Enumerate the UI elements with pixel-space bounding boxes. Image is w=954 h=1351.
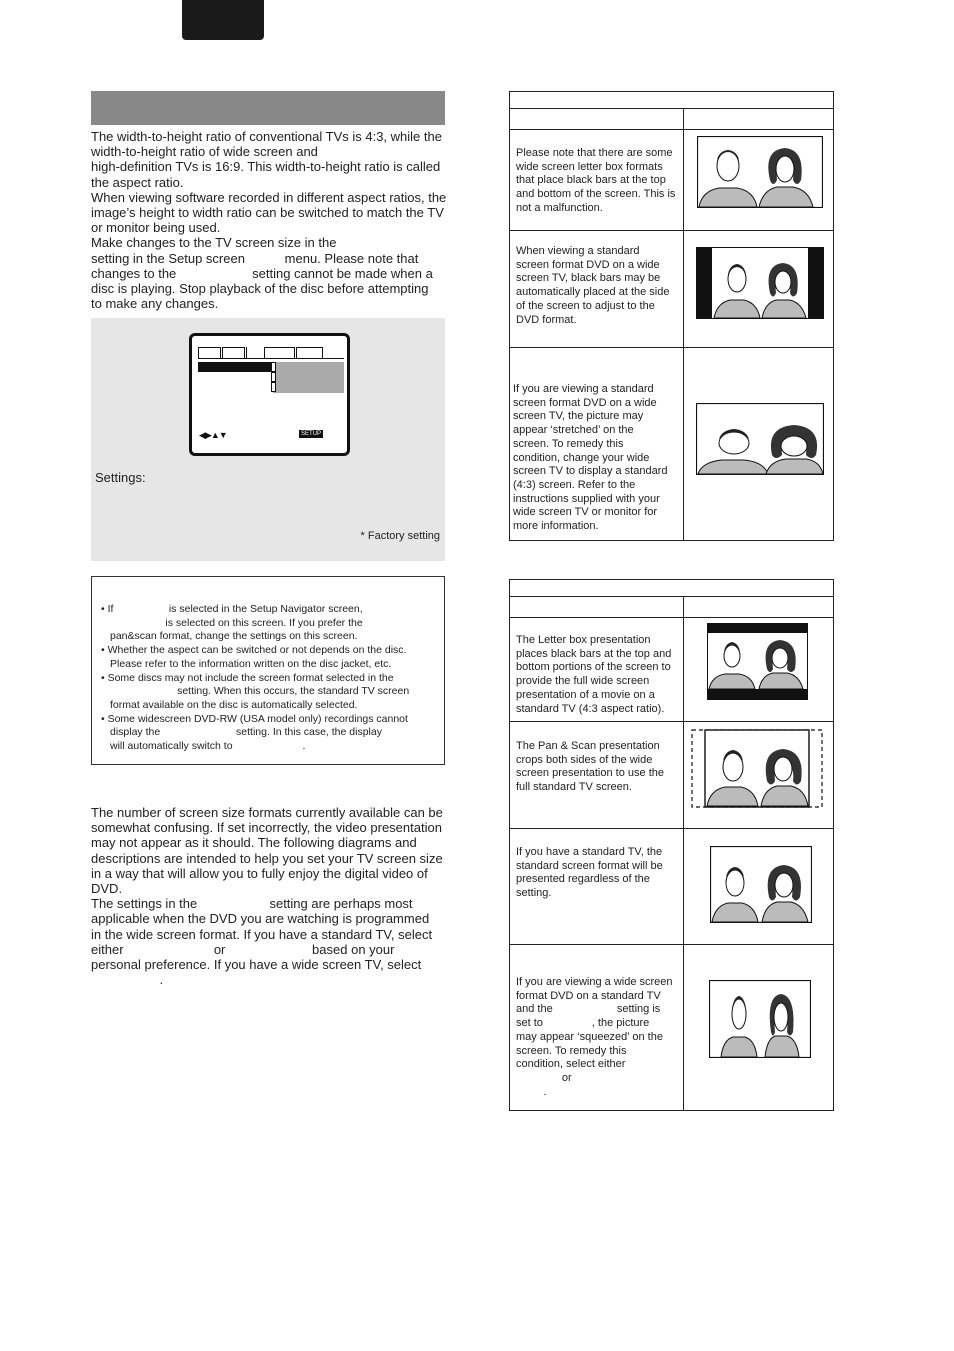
- text-line: more information.: [513, 520, 599, 533]
- text-line: The Letter box presentation: [516, 634, 651, 646]
- menu-tabs: [198, 347, 323, 358]
- table-rule: [510, 828, 833, 829]
- text-line: If you are viewing a wide screen: [516, 976, 673, 988]
- text-line: presented regardless of the: [516, 873, 650, 886]
- setup-screen-illustration: [189, 333, 350, 456]
- note-item: • Some widescreen DVD-RW (USA model only) recordings cannot display the setting. In this case, the display will automatically switch to .: [101, 712, 408, 753]
- note-list: [100, 603, 440, 754]
- text-line: high-definition TVs is 16:9. This width-to-height ratio is called: [91, 159, 441, 175]
- text-line: descriptions are intended to help you set your TV screen size: [91, 850, 443, 866]
- text-line: screen. To remedy this: [516, 1044, 627, 1057]
- table-rule: [510, 596, 833, 597]
- text-line: personal preference. If you have a wide screen TV, select: [91, 957, 422, 973]
- standard-tv-illustration: [710, 846, 812, 923]
- text-line: may not appear as it should. The following diagrams and: [91, 835, 417, 851]
- factory-setting-note: * Factory setting: [360, 530, 440, 542]
- text-line: automatically placed at the side: [516, 286, 670, 299]
- note-text: Please refer to the information written on the disc jacket, etc.: [110, 657, 392, 670]
- text-line: If you have a standard TV, the: [516, 846, 663, 858]
- text-line: places black bars at the top and: [516, 647, 672, 660]
- text-line: not a malfunction.: [516, 201, 603, 214]
- section-header-bar: [91, 91, 445, 125]
- text-line: setting.: [516, 887, 552, 900]
- table-row-description: [516, 976, 673, 1099]
- text-line: changes to the setting cannot be made when a: [91, 265, 433, 281]
- table-row-description: [516, 245, 669, 327]
- text-line: The Pan & Scan presentation: [516, 740, 660, 752]
- table-rule: [510, 347, 833, 348]
- squeezed-picture-illustration: [709, 980, 811, 1058]
- text-line: screen TV to display a standard: [513, 465, 668, 478]
- text-line: If you are viewing a standard: [513, 383, 654, 395]
- note-text: Whether the aspect can be switched or not depends on the disc.: [107, 644, 407, 657]
- text-line: or monitor being used.: [91, 220, 221, 236]
- note-box: [91, 576, 445, 765]
- note-text: If is selected in the Setup Navigator screen,: [107, 603, 363, 615]
- text-line: somewhat confusing. If set incorrectly, the video presentation: [91, 820, 442, 836]
- note-text: will automatically switch to .: [110, 740, 306, 753]
- text-line: and bottom of the screen. This is: [516, 188, 676, 201]
- text-line: The number of screen size formats currently available can be: [91, 805, 443, 820]
- text-line: wide screen TV or monitor for: [513, 506, 658, 519]
- table-rule: [510, 617, 833, 618]
- text-line: screen format DVD on a wide: [516, 258, 660, 271]
- standard-tv-table: [509, 579, 834, 1111]
- option-marker: [271, 362, 276, 372]
- text-line: screen format DVD on a wide: [513, 396, 657, 409]
- note-text: setting. When this occurs, the standard TV screen: [110, 685, 410, 698]
- table-rule: [510, 721, 833, 722]
- text-line: Make changes to the TV screen size in the: [91, 235, 337, 251]
- option-marker: [271, 372, 276, 382]
- table-rule: [510, 129, 833, 130]
- note-text: Some discs may not include the screen format selected in the: [107, 671, 394, 684]
- table-rule: [510, 230, 833, 231]
- table-row-description: [516, 147, 675, 216]
- text-line: set to , the picture: [516, 1017, 650, 1030]
- navigation-arrows-icon: ◀▶▲▼: [199, 430, 227, 440]
- text-line: provide the full wide screen: [516, 675, 650, 688]
- menu-tab: [222, 347, 245, 358]
- text-line: of the screen to adjust to the: [516, 299, 655, 312]
- table-rule: [510, 944, 833, 945]
- text-line: DVD format.: [516, 313, 577, 326]
- text-line: standard TV (4:3 aspect ratio).: [516, 702, 665, 715]
- column-divider: [683, 108, 684, 541]
- text-line: The width-to-height ratio of conventional TVs is 4:3, while the: [91, 129, 442, 144]
- text-line: (4:3) screen. Refer to the: [513, 478, 636, 491]
- text-line: screen TV, the picture may: [513, 410, 644, 423]
- stretched-picture-illustration: [696, 403, 824, 475]
- wide-tv-table: [509, 91, 834, 541]
- table-row-description: [516, 846, 663, 901]
- text-line: DVD.: [91, 881, 123, 897]
- text-line: When viewing software recorded in different aspect ratios, the: [91, 189, 447, 205]
- text-line: condition, select either: [516, 1058, 626, 1071]
- menu-divider: [198, 358, 344, 359]
- text-line: condition, change your wide: [513, 451, 650, 464]
- note-text: pan&scan format, change the settings on this screen.: [110, 630, 358, 643]
- text-line: to make any changes.: [91, 296, 219, 312]
- note-item: • Some discs may not include the screen format selected in the setting. When this occurs, the standard TV screen format available on the disc is automatically selected.: [101, 671, 410, 711]
- text-line: bottom portions of the screen to: [516, 661, 671, 674]
- text-line: appear ‘stretched’ on the: [513, 424, 634, 437]
- text-line: presentation of a movie on a: [516, 688, 655, 701]
- note-text: display the setting. In this case, the display: [110, 726, 382, 739]
- text-line: When viewing a standard: [516, 245, 640, 257]
- settings-label: Settings:: [95, 470, 146, 485]
- text-line: screen TV, black bars may be: [516, 272, 661, 285]
- note-text: format available on the disc is automatically selected.: [110, 698, 358, 711]
- text-line: applicable when the DVD you are watching is programmed: [91, 911, 430, 927]
- text-line: the aspect ratio.: [91, 174, 184, 190]
- note-item: • If is selected in the Setup Navigator screen, is selected on this screen. If you prefer the pan&scan format, change the settings on this screen.: [101, 603, 363, 643]
- wide-tv-sidebars-illustration: [696, 247, 824, 319]
- text-line: standard screen format will be: [516, 859, 663, 872]
- letterbox-illustration: [707, 623, 808, 700]
- text-line: crops both sides of the wide: [516, 753, 653, 766]
- text-line: in a way that will allow you to fully enjoy the digital video of: [91, 865, 428, 881]
- text-line: full standard TV screen.: [516, 781, 632, 794]
- intro-paragraph: [91, 129, 447, 311]
- text-line: may appear ‘squeezed’ on the: [516, 1030, 663, 1043]
- chapter-tab: [182, 0, 264, 40]
- wide-tv-letterbox-illustration: [697, 136, 823, 208]
- text-line: screen presentation to use the: [516, 767, 664, 780]
- menu-tab: [198, 347, 221, 358]
- menu-options-box: [273, 362, 344, 393]
- text-line: format DVD on a standard TV: [516, 989, 661, 1002]
- text-line: image’s height to width ratio can be switched to match the TV: [91, 205, 444, 221]
- text-line: .: [516, 1085, 547, 1098]
- guide-paragraph: [91, 805, 447, 987]
- menu-item-selected: [198, 362, 271, 372]
- text-line: screen. To remedy this: [513, 437, 624, 450]
- table-row-description: [513, 383, 668, 534]
- text-line: disc is playing. Stop playback of the disc before attempting: [91, 281, 429, 297]
- text-line: in the wide screen format. If you have a standard TV, select: [91, 926, 433, 942]
- text-line: The settings in the setting are perhaps most: [91, 896, 413, 912]
- table-row-description: [516, 740, 664, 795]
- text-line: setting in the Setup screen menu. Please note that: [91, 250, 419, 266]
- menu-tab: [264, 347, 295, 358]
- pan-scan-illustration: [691, 729, 823, 808]
- table-rule: [510, 108, 833, 109]
- menu-tab: [296, 347, 323, 358]
- setup-badge: SETUP: [301, 431, 322, 437]
- table-row-description: [516, 634, 671, 716]
- note-text: is selected on this screen. If you prefer the: [110, 616, 363, 629]
- text-line: instructions supplied with your: [513, 492, 660, 505]
- text-line: wide screen letter box formats: [516, 160, 663, 173]
- note-item: • Whether the aspect can be switched or not depends on the disc. Please refer to the information written on the disc jacket, etc.: [101, 644, 407, 670]
- text-line: .: [91, 972, 164, 988]
- column-divider: [683, 596, 684, 1111]
- option-marker: [271, 382, 276, 392]
- text-line: width-to-height ratio of wide screen and: [91, 144, 318, 160]
- note-text: Some widescreen DVD-RW (USA model only) recordings cannot: [107, 712, 408, 725]
- text-line: either or based on your: [91, 941, 395, 957]
- text-line: that place black bars at the top: [516, 174, 666, 187]
- text-line: Please note that there are some: [516, 147, 673, 159]
- text-line: and the setting is: [516, 1003, 661, 1016]
- text-line: or: [516, 1071, 572, 1084]
- menu-tab-active: [246, 347, 262, 358]
